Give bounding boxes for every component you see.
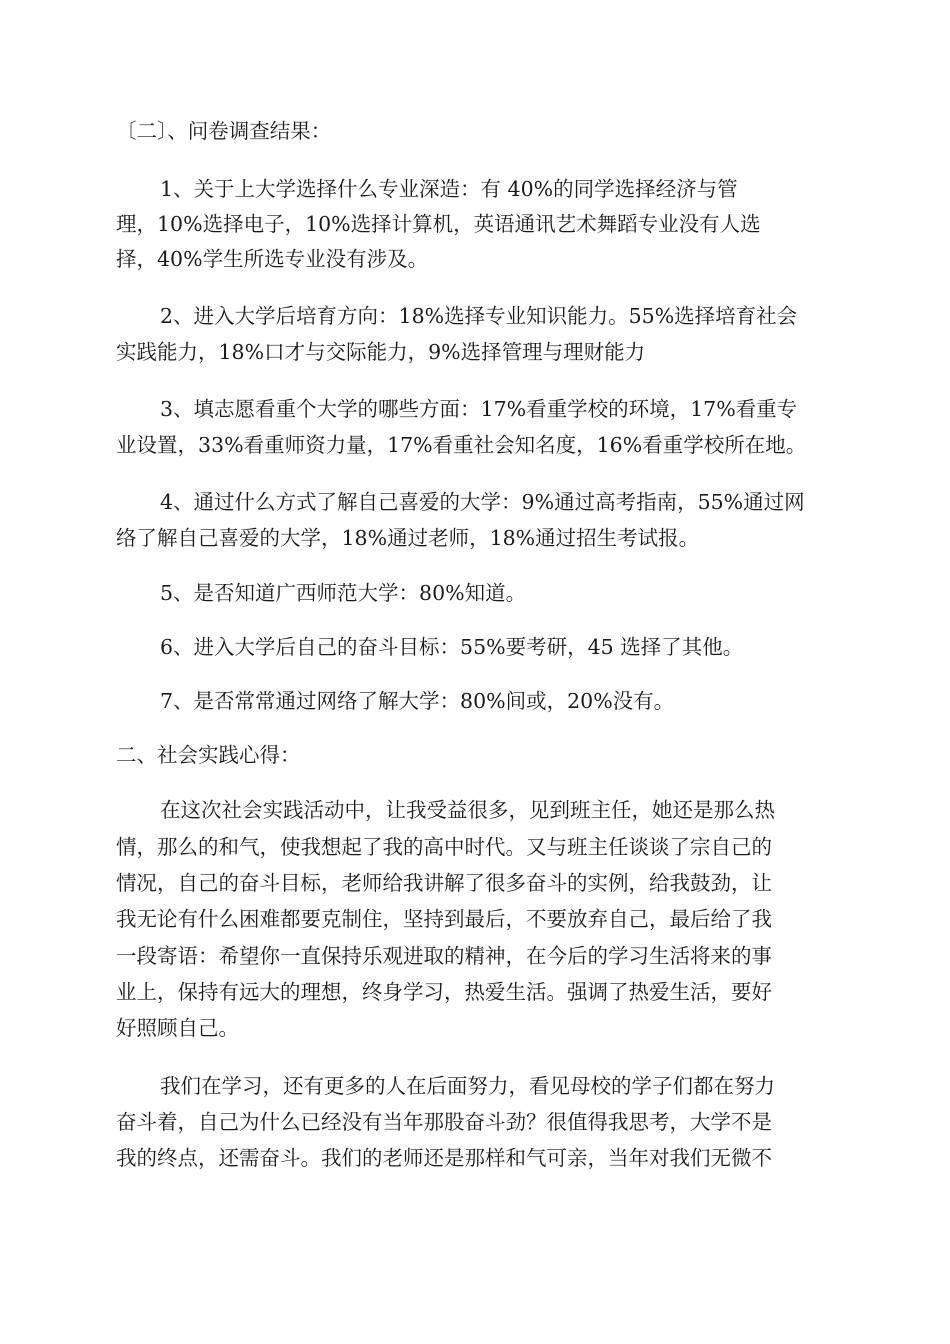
para1-line2: 情，那么的和气，使我想起了我的高中时代。又与班主任谈谈了宗自己的 — [116, 835, 772, 859]
para1-line7: 好照顾自己。 — [116, 1016, 239, 1040]
para2-line1: 我们在学习，还有更多的人在后面努力，看见母校的学子们都在努力 — [160, 1074, 775, 1098]
item7: 7、是否常常通过网络了解大学：80%间或，20%没有。 — [160, 689, 675, 713]
item1-line3: 择，40%学生所选专业没有涉及。 — [116, 247, 429, 271]
item3-line1: 3、填志愿看重个大学的哪些方面：17%看重学校的环境，17%看重专 — [160, 397, 798, 421]
item4-line2: 络了解自己喜爱的大学，18%通过老师，18%通过招生考试报。 — [116, 526, 700, 550]
item5: 5、是否知道广西师范大学：80%知道。 — [160, 581, 527, 605]
item3-line2: 业设置，33%看重师资力量，17%看重社会知名度，16%看重学校所在地。 — [116, 433, 807, 457]
para1-line1: 在这次社会实践活动中，让我受益很多，见到班主任，她还是那么热 — [160, 798, 775, 822]
item2-line1: 2、进入大学后培育方向：18%选择专业知识能力。55%选择培育社会 — [160, 304, 798, 328]
item6: 6、进入大学后自己的奋斗目标：55%要考研，45 选择了其他。 — [160, 635, 744, 659]
para1-line5: 一段寄语：希望你一直保持乐观进取的精神，在今后的学习生活将来的事 — [116, 944, 772, 968]
survey-heading: 〔二〕、问卷调查结果： — [116, 119, 332, 143]
para1-line3: 情况，自己的奋斗目标，老师给我讲解了很多奋斗的实例，给我鼓劲，让 — [116, 871, 772, 895]
para2-line3: 我的终点，还需奋斗。我们的老师还是那样和气可亲，当年对我们无微不 — [116, 1146, 772, 1170]
para2-line2: 奋斗着，自己为什么已经没有当年那股奋斗劲？很值得我思考，大学不是 — [116, 1110, 772, 1134]
section2-heading: 二、社会实践心得： — [116, 743, 301, 767]
para1-line4: 我无论有什么困难都要克制住，坚持到最后，不要放弃自己，最后给了我 — [116, 907, 772, 931]
para1-line6: 业上，保持有远大的理想，终身学习，热爱生活。强调了热爱生活，要好 — [116, 980, 772, 1004]
item4-line1: 4、通过什么方式了解自己喜爱的大学：9%通过高考指南，55%通过网 — [160, 490, 805, 514]
item2-line2: 实践能力，18%口才与交际能力，9%选择管理与理财能力 — [116, 340, 646, 364]
item1-line1: 1、关于上大学选择什么专业深造：有 40%的同学选择经济与管 — [160, 177, 738, 201]
item1-line2: 理，10%选择电子，10%选择计算机，英语通讯艺术舞蹈专业没有人选 — [116, 212, 761, 236]
